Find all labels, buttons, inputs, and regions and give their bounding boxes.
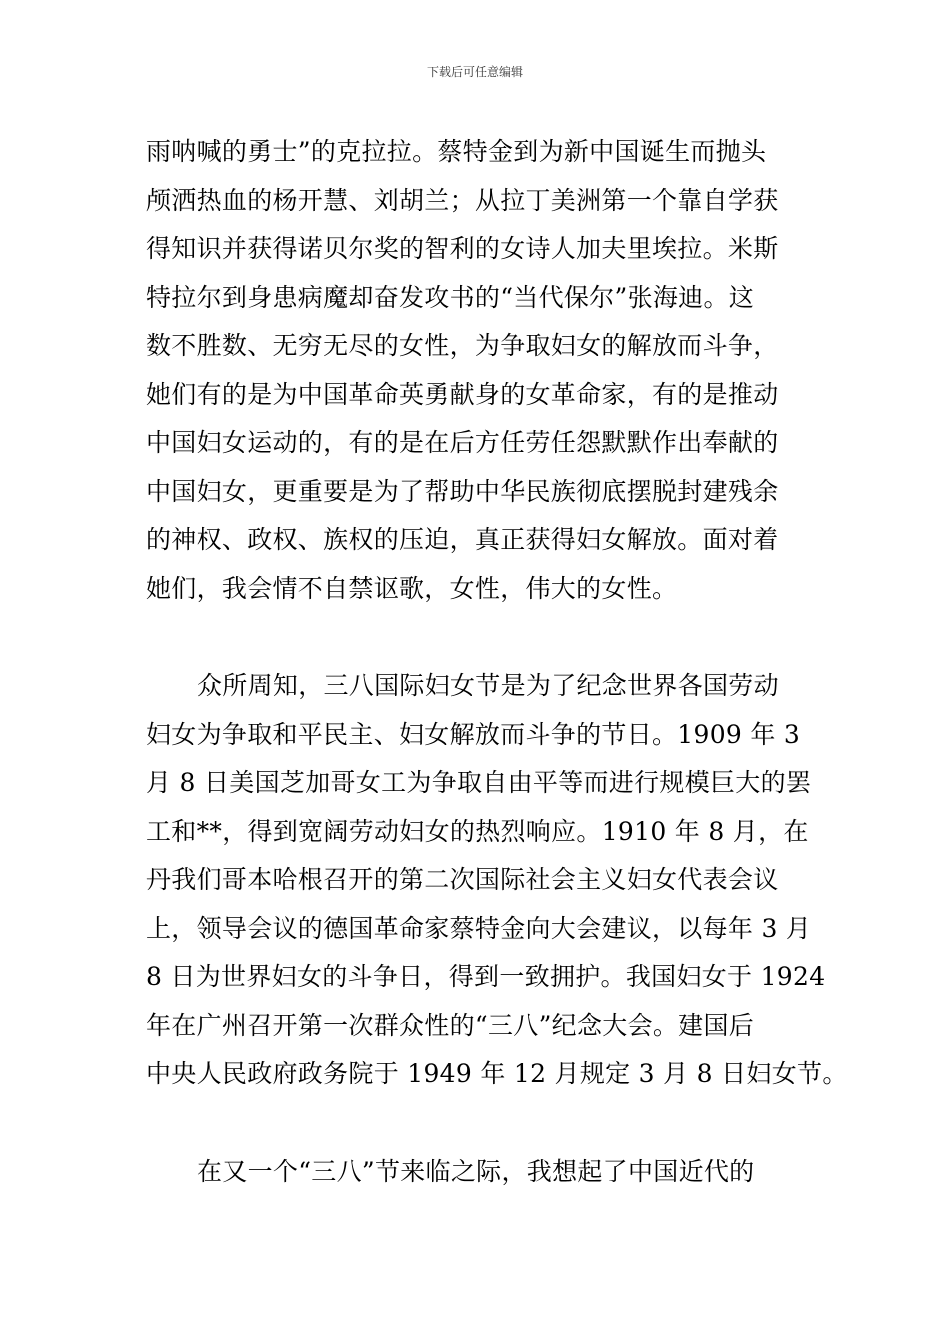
paragraph-gap [146, 613, 806, 662]
paragraph-gap [146, 1099, 806, 1148]
text-line: 得知识并获得诺贝尔奖的智利的女诗人加夫里埃拉。米斯 [146, 234, 779, 263]
text-line: 众所周知，三八国际妇女节是为了纪念世界各国劳动 [197, 671, 779, 700]
text-line: 中国妇女运动的，有的是在后方任劳任怨默默作出奉献的 [146, 428, 779, 457]
paragraph [146, 1148, 806, 1197]
text-line: 中国妇女，更重要是为了帮助中华民族彻底摆脱封建残余 [146, 476, 779, 506]
text-line: 特拉尔到身患病魔却奋发攻书的“当代保尔”张海迪。这 [146, 282, 755, 312]
text-line: 月 8 日美国芝加哥女工为争取自由平等而进行规模巨大的罢 [146, 768, 812, 797]
page-header: 下载后可任意编辑 [426, 65, 523, 79]
text-line: 丹我们哥本哈根召开的第二次国际社会主义妇女代表会议 [146, 865, 779, 894]
text-line: 她们，我会情不自禁讴歌，女性，伟大的女性。 [146, 573, 678, 603]
text-line: 雨呐喊的勇士”的克拉拉。蔡特金到为新中国诞生而抛头 [146, 137, 767, 166]
text-line: 中央人民政府政务院于 1949 年 12 月规定 3 月 8 日妇女节。 [146, 1059, 848, 1088]
text-line: 数不胜数、无穷无尽的女性，为争取妇女的解放而斗争， [146, 331, 779, 360]
text-line: 工和**，得到宽阔劳动妇女的热烈响应。1910 年 8 月，在 [146, 816, 809, 846]
text-line: 年在广州召开第一次群众性的“三八”纪念大会。建国后 [146, 1010, 755, 1040]
document-body [146, 128, 848, 1196]
text-line: 妇女为争取和平民主、妇女解放而斗争的节日。1909 年 3 [146, 719, 801, 749]
text-line: 在又一个“三八”节来临之际，我想起了中国近代的 [197, 1156, 755, 1186]
text-line: 的神权、政权、族权的压迫，真正获得妇女解放。面对着 [146, 525, 779, 554]
text-line: 她们有的是为中国革命英勇献身的女革命家，有的是推动 [146, 379, 779, 409]
text-line: 颅洒热血的杨开慧、刘胡兰；从拉丁美洲第一个靠自学获 [146, 185, 779, 215]
paragraph [146, 662, 848, 1099]
paragraph [146, 128, 806, 613]
text-line: 8 日为世界妇女的斗争日，得到一致拥护。我国妇女于 1924 [146, 962, 826, 991]
text-line: 上，领导会议的德国革命家蔡特金向大会建议，以每年 3 月 [146, 913, 812, 943]
